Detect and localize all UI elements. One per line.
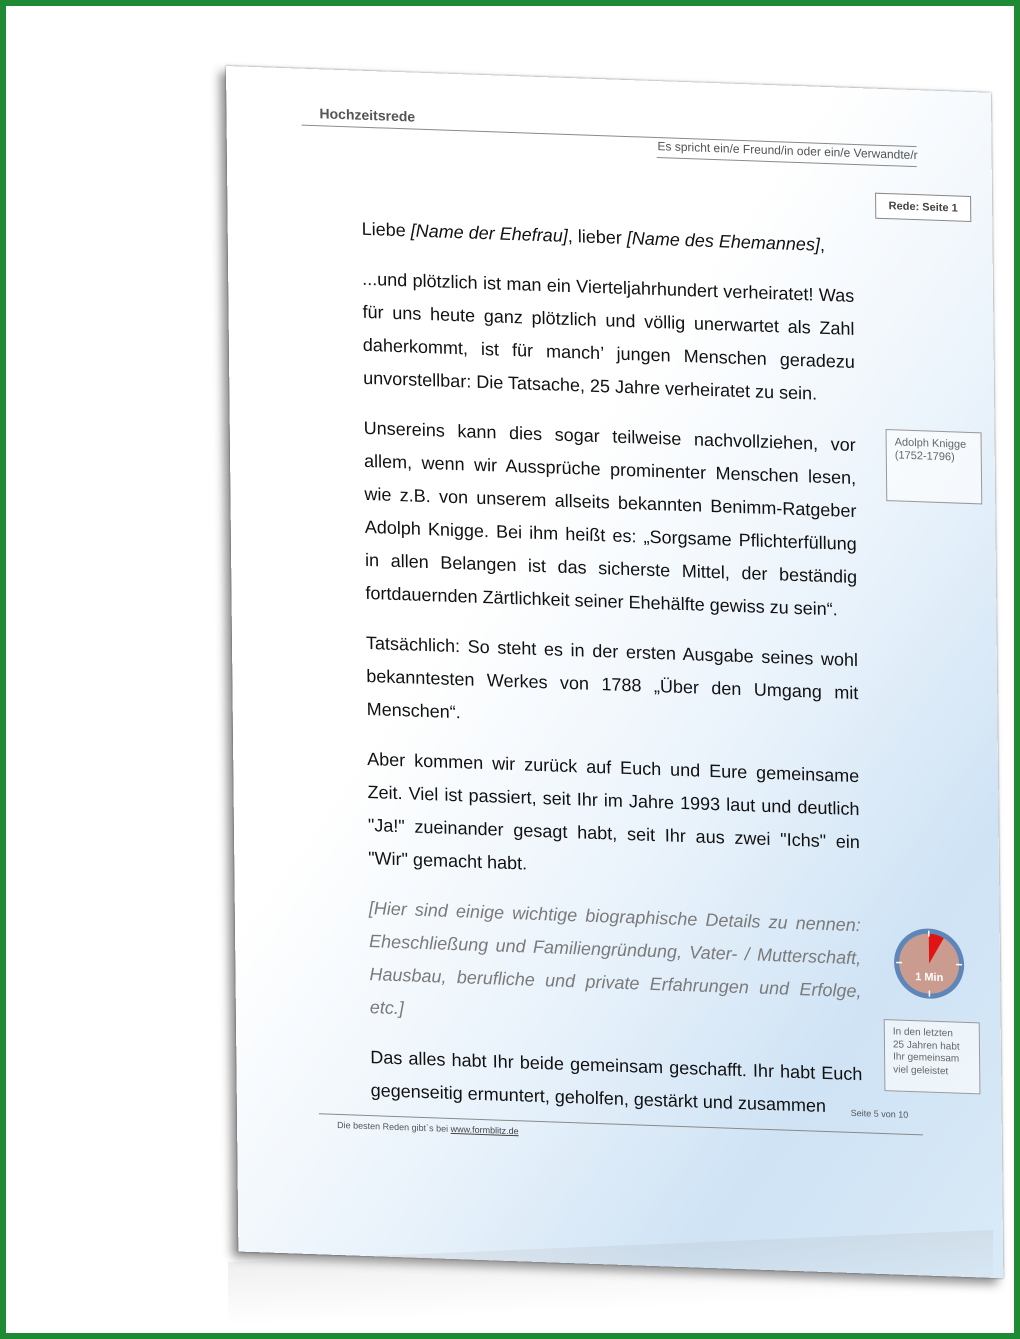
note-line: In den letzten	[892, 1026, 953, 1040]
paragraph-6: Das alles habt Ihr beide gemeinsam geschafft. Ihr habt Euch gegenseitig ermuntert, geholfen, gestärkt und zusammen	[370, 1047, 863, 1117]
sidebar-knigge-box	[886, 429, 983, 504]
placeholder-wife: [Name der Ehefrau]	[410, 220, 568, 246]
timer-label: 1 Min	[915, 971, 944, 985]
timer-clock-icon	[891, 924, 968, 1003]
paragraph-note: [Hier sind einige wichtige biographische Details zu nennen: Eheschließung und Familiengründung, Vater- / Mutterschaft, Hausbau, berufliche und private Erfahrungen und Erfolge, etc.]	[368, 898, 862, 1019]
greeting-part: , lieber	[567, 225, 627, 249]
paragraph-3: Tatsächlich: So steht es in der ersten Ausgabe seines wohl bekanntesten Werkes von 1788 „Über den Umgang mit Menschen“.	[365, 632, 859, 723]
footer-text: Die besten Reden gibt`s bei	[336, 1119, 451, 1134]
note-line: Ihr gemeinsam	[893, 1051, 960, 1065]
document-page	[226, 66, 1003, 1278]
note-line: viel geleistet	[893, 1063, 949, 1077]
footer-link[interactable]: www.formblitz.de	[450, 1123, 519, 1137]
greeting-part: Liebe	[361, 218, 411, 241]
page-number: Seite 5 von 10	[850, 1107, 909, 1120]
header-title: Hochzeitsrede	[319, 105, 416, 125]
speech-page-badge: Rede: Seite 1	[875, 193, 971, 222]
speech-body	[361, 213, 863, 1142]
paragraph-1: ...und plötzlich ist man ein Vierteljahrhundert verheiratet! Was für uns heute ganz plötzlich und völlig unerwartet als Zahl daherkommt, ist für manch’ jungen Menschen geradezu unvorstellbar: Die Tatsache, 25 Jahre verheiratet zu sein.	[362, 268, 855, 404]
greeting	[361, 213, 853, 263]
knigge-name: Adolph Knigge	[894, 436, 967, 451]
header-subtitle: Es spricht ein/e Freund/in oder ein/e Verwandte/r	[657, 139, 918, 163]
header-rule	[302, 125, 917, 147]
greeting-part: ,	[819, 234, 826, 255]
paragraph-4: Aber kommen wir zurück auf Euch und Eure gemeinsame Zeit. Viel ist passiert, seit Ihr im Jahre 1993 laut und deutlich "Ja!" zueinander gesagt habt, seit Ihr aus zwei "Ichs" ein "Wir" gemacht habt.	[367, 748, 860, 874]
note-line: 25 Jahren habt	[892, 1038, 960, 1053]
knigge-years: (1752-1796)	[894, 449, 955, 464]
paragraph-2: Unsereins kann dies sogar teilweise nachvollziehen, vor allem, wenn wir Aussprüche prominenter Menschen lesen, wie z.B. von unserem allseits bekannten Benimm-Ratgeber Adolph Knigge. Bei ihm heißt es: „Sorgsame Pflichterfüllung in allen Belangen ist das sicherste Mittel, der beständig fortdauernden Zärtlichkeit seiner Ehehälfte gewiss zu sein“.	[363, 417, 858, 620]
placeholder-husband: [Name des Ehemannes]	[626, 228, 820, 255]
sidebar-note-box	[884, 1019, 981, 1094]
